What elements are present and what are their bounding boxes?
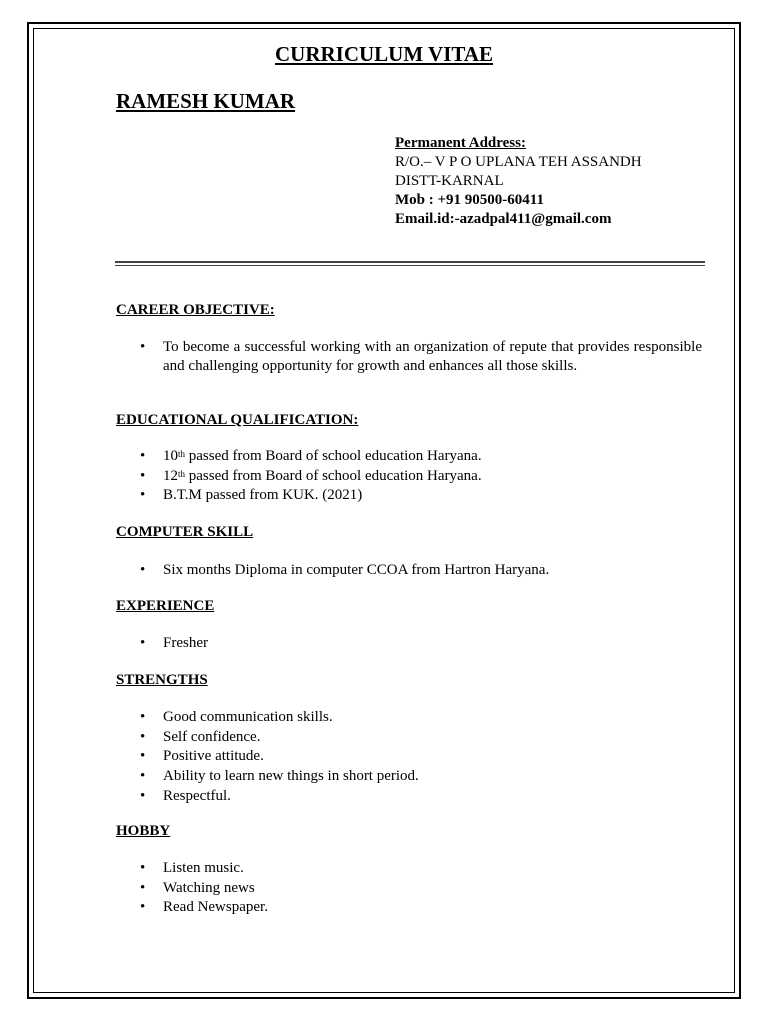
list-item: • Respectful. [163, 787, 702, 807]
list-item: • Good communication skills. [163, 708, 702, 728]
list-item: • To become a successful working with an organization of repute that provides responsible and challenging opportunity for growth and enhances all those skills. [163, 338, 702, 375]
list-item: • Fresher [163, 634, 702, 654]
computer-skill-heading: COMPUTER SKILL [116, 524, 254, 540]
list-item: • Positive attitude. [163, 747, 702, 767]
address-line-2: DISTT-KARNAL [395, 173, 504, 189]
list-item: • B.T.M passed from KUK. (2021) [163, 486, 702, 506]
list-item: • Six months Diploma in computer CCOA from Hartron Haryana. [163, 561, 702, 581]
list-item: • Self confidence. [163, 728, 702, 748]
hobby-list [163, 859, 702, 918]
candidate-name: RAMESH KUMAR [116, 89, 296, 113]
permanent-address-block [395, 134, 642, 229]
address-heading: Permanent Address: [395, 135, 526, 151]
education-list [163, 447, 702, 506]
list-item: • 12th passed from Board of school education Haryana. [163, 467, 702, 487]
list-item: • Ability to learn new things in short period. [163, 767, 702, 787]
list-item: • Listen music. [163, 859, 702, 879]
email-address: Email.id:-azadpal411@gmail.com [395, 211, 612, 227]
header-divider-thin [115, 265, 705, 266]
list-item: • Read Newspaper. [163, 898, 702, 918]
mobile-number: Mob : +91 90500-60411 [395, 192, 544, 208]
experience-list [163, 634, 702, 654]
computer-skill-list [163, 561, 702, 581]
document-title: CURRICULUM VITAE [275, 42, 493, 66]
career-objective-heading: CAREER OBJECTIVE: [116, 302, 275, 318]
hobby-heading: HOBBY [116, 823, 171, 839]
list-item: • 10th passed from Board of school education Haryana. [163, 447, 702, 467]
experience-heading: EXPERIENCE [116, 598, 215, 614]
list-item: • Watching news [163, 879, 702, 899]
address-line-1: R/O.– V P O UPLANA TEH ASSANDH [395, 154, 642, 170]
strengths-heading: STRENGTHS [116, 672, 208, 688]
education-heading: EDUCATIONAL QUALIFICATION: [116, 412, 359, 428]
career-objective-list [163, 338, 702, 375]
strengths-list [163, 708, 702, 807]
header-divider-thick [115, 261, 705, 263]
